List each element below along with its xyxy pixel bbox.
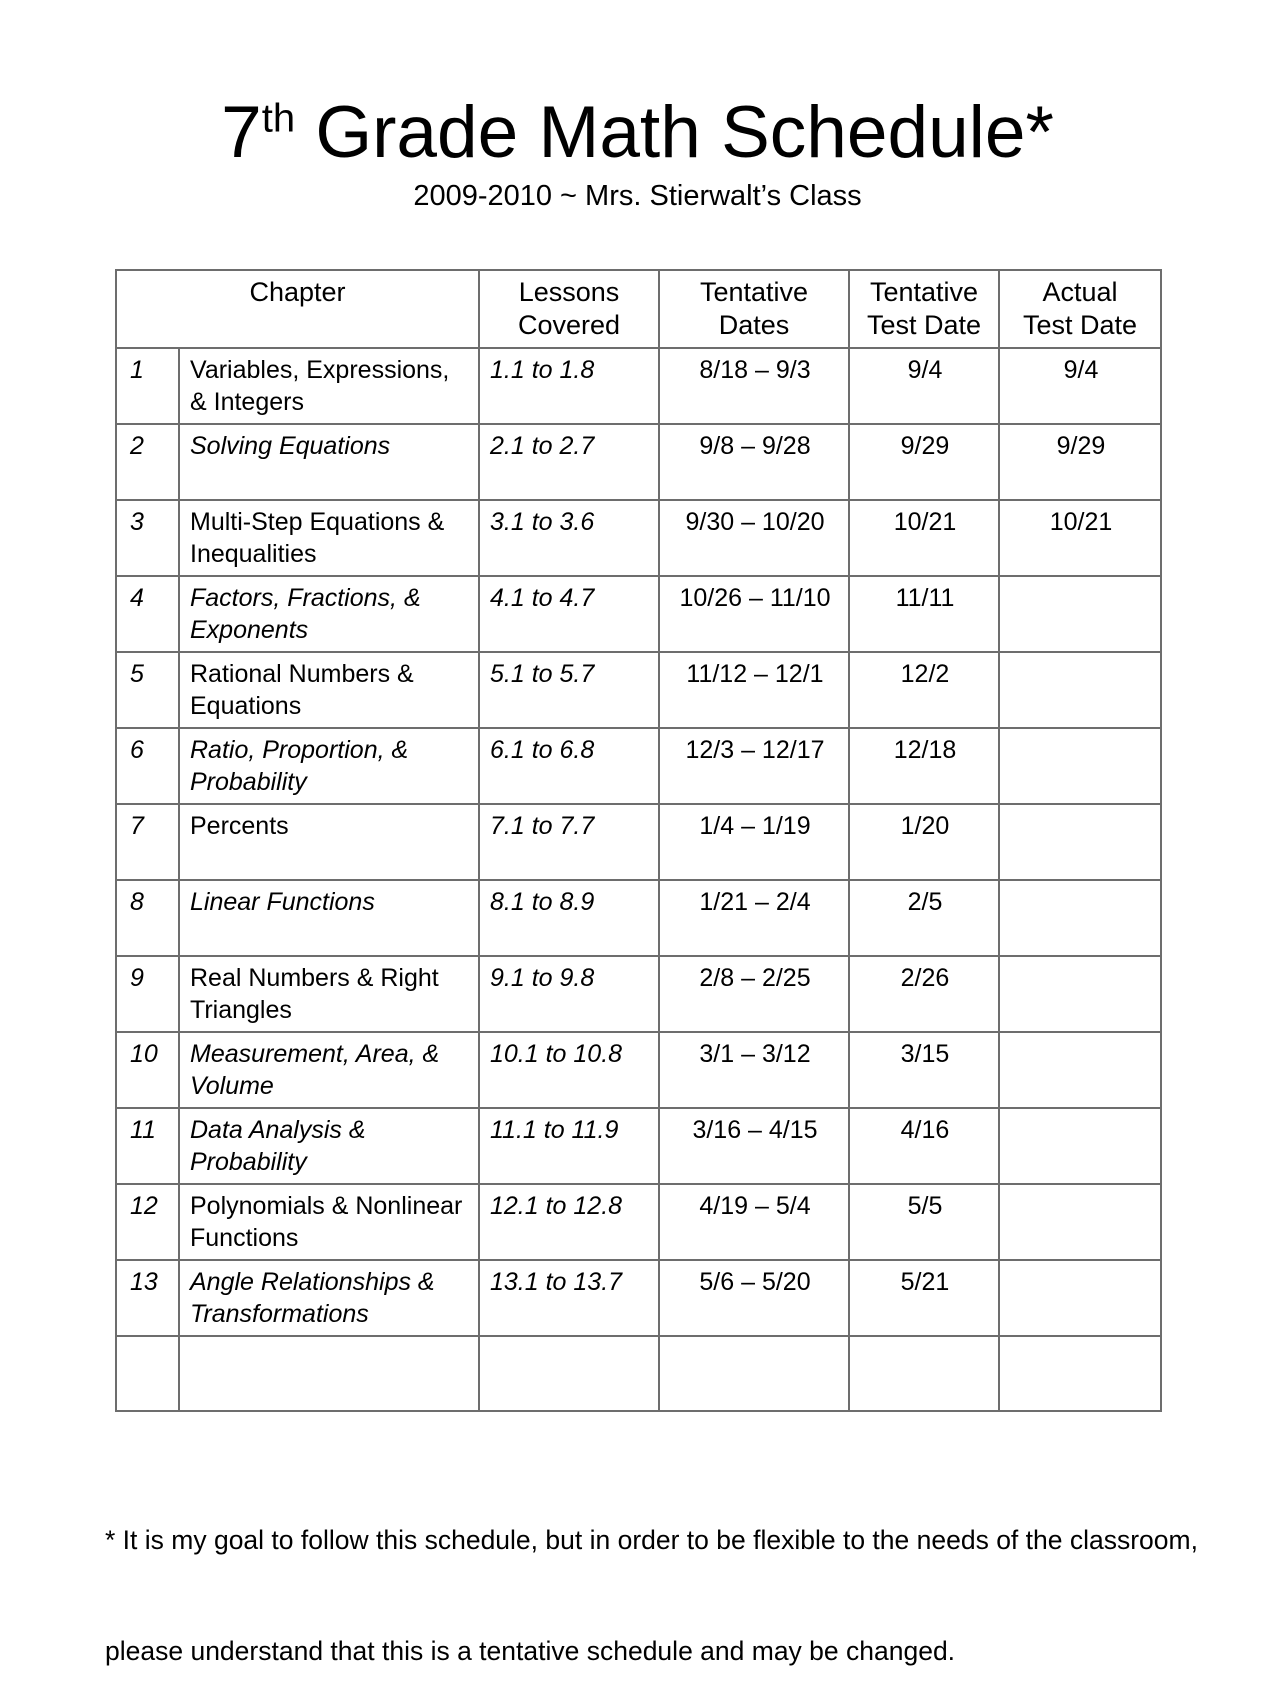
header-chapter: Chapter <box>116 270 479 348</box>
chapter-number-cell: 10 <box>116 1032 179 1108</box>
schedule-table <box>115 269 1162 1412</box>
chapter-number-cell: 8 <box>116 880 179 956</box>
header-line: Dates <box>718 309 790 340</box>
tentative-dates-cell <box>659 1336 849 1411</box>
page-subtitle: 2009-2010 ~ Mrs. Stierwalt’s Class <box>413 179 862 212</box>
footnote-line: * It is my goal to follow this schedule, but in order to be flexible to the needs of the classroom, <box>105 1524 1198 1555</box>
chapter-name-cell: Variables, Expressions, & Integers <box>179 348 479 424</box>
chapter-name-cell: Factors, Fractions, & Exponents <box>179 576 479 652</box>
table-row <box>116 576 1161 652</box>
actual-test-date-cell: 10/21 <box>999 500 1161 576</box>
tentative-dates-cell: 11/12 – 12/1 <box>659 652 849 728</box>
tentative-dates-cell: 1/4 – 1/19 <box>659 804 849 880</box>
tentative-dates-cell: 10/26 – 11/10 <box>659 576 849 652</box>
lessons-covered-cell: 6.1 to 6.8 <box>479 728 659 804</box>
chapter-name-cell: Measurement, Area, & Volume <box>179 1032 479 1108</box>
actual-test-date-cell <box>999 880 1161 956</box>
tentative-dates-cell: 1/21 – 2/4 <box>659 880 849 956</box>
chapter-number-cell: 11 <box>116 1108 179 1184</box>
header-tentative-test-date <box>849 270 999 348</box>
chapter-number-cell: 6 <box>116 728 179 804</box>
lessons-covered-cell: 12.1 to 12.8 <box>479 1184 659 1260</box>
lessons-covered-cell: 4.1 to 4.7 <box>479 576 659 652</box>
schedule-table-body <box>116 348 1161 1411</box>
table-row <box>116 880 1161 956</box>
lessons-covered-cell: 10.1 to 10.8 <box>479 1032 659 1108</box>
table-row <box>116 1260 1161 1336</box>
title-number: 7 <box>221 92 262 173</box>
actual-test-date-cell <box>999 1336 1161 1411</box>
page-title <box>0 0 1275 174</box>
chapter-name-cell: Multi-Step Equations & Inequalities <box>179 500 479 576</box>
tentative-dates-cell: 12/3 – 12/17 <box>659 728 849 804</box>
chapter-name-cell: Solving Equations <box>179 424 479 500</box>
header-lessons-covered <box>479 270 659 348</box>
chapter-name-cell: Rational Numbers & Equations <box>179 652 479 728</box>
schedule-table-header <box>116 270 1161 348</box>
chapter-name-cell <box>179 1336 479 1411</box>
table-row <box>116 1108 1161 1184</box>
chapter-number-cell: 7 <box>116 804 179 880</box>
table-row <box>116 424 1161 500</box>
table-row <box>116 1184 1161 1260</box>
tentative-test-date-cell: 5/5 <box>849 1184 999 1260</box>
actual-test-date-cell <box>999 576 1161 652</box>
chapter-number-cell: 1 <box>116 348 179 424</box>
table-row <box>116 500 1161 576</box>
title-ordinal-superscript: th <box>261 96 296 141</box>
tentative-test-date-cell: 12/2 <box>849 652 999 728</box>
header-line: Tentative <box>869 276 979 307</box>
header-line: Test Date <box>866 309 982 340</box>
chapter-name-cell: Angle Relationships & Transformations <box>179 1260 479 1336</box>
table-row <box>116 728 1161 804</box>
lessons-covered-cell: 1.1 to 1.8 <box>479 348 659 424</box>
chapter-name-cell: Percents <box>179 804 479 880</box>
actual-test-date-cell <box>999 1108 1161 1184</box>
header-tentative-dates <box>659 270 849 348</box>
tentative-test-date-cell: 4/16 <box>849 1108 999 1184</box>
actual-test-date-cell <box>999 1260 1161 1336</box>
chapter-number-cell: 4 <box>116 576 179 652</box>
chapter-number-cell: 12 <box>116 1184 179 1260</box>
chapter-name-cell: Polynomials & Nonlinear Functions <box>179 1184 479 1260</box>
lessons-covered-cell: 8.1 to 8.9 <box>479 880 659 956</box>
tentative-test-date-cell: 2/26 <box>849 956 999 1032</box>
chapter-number-cell: 5 <box>116 652 179 728</box>
chapter-name-cell: Ratio, Proportion, & Probability <box>179 728 479 804</box>
chapter-number-cell: 3 <box>116 500 179 576</box>
table-row <box>116 1032 1161 1108</box>
chapter-number-cell: 2 <box>116 424 179 500</box>
tentative-test-date-cell: 2/5 <box>849 880 999 956</box>
actual-test-date-cell <box>999 1032 1161 1108</box>
actual-test-date-cell <box>999 956 1161 1032</box>
lessons-covered-cell: 7.1 to 7.7 <box>479 804 659 880</box>
header-line: Actual <box>1042 276 1118 307</box>
lessons-covered-cell: 11.1 to 11.9 <box>479 1108 659 1184</box>
tentative-test-date-cell: 3/15 <box>849 1032 999 1108</box>
footnote-line: please understand that this is a tentative schedule and may be changed. <box>105 1635 956 1666</box>
header-line: Covered <box>517 309 621 340</box>
tentative-test-date-cell: 9/4 <box>849 348 999 424</box>
header-line: Test Date <box>1022 309 1138 340</box>
tentative-dates-cell: 4/19 – 5/4 <box>659 1184 849 1260</box>
tentative-test-date-cell: 10/21 <box>849 500 999 576</box>
chapter-number-cell: 13 <box>116 1260 179 1336</box>
tentative-dates-cell: 3/16 – 4/15 <box>659 1108 849 1184</box>
actual-test-date-cell: 9/29 <box>999 424 1161 500</box>
lessons-covered-cell: 3.1 to 3.6 <box>479 500 659 576</box>
title-text: Grade Math Schedule* <box>295 92 1054 173</box>
table-row <box>116 956 1161 1032</box>
lessons-covered-cell: 13.1 to 13.7 <box>479 1260 659 1336</box>
chapter-name-cell: Data Analysis & Probability <box>179 1108 479 1184</box>
actual-test-date-cell <box>999 804 1161 880</box>
tentative-test-date-cell: 9/29 <box>849 424 999 500</box>
tentative-test-date-cell: 1/20 <box>849 804 999 880</box>
header-line: Lessons <box>518 276 620 307</box>
chapter-name-cell: Real Numbers & Right Triangles <box>179 956 479 1032</box>
tentative-test-date-cell: 11/11 <box>849 576 999 652</box>
actual-test-date-cell <box>999 652 1161 728</box>
actual-test-date-cell <box>999 1184 1161 1260</box>
tentative-dates-cell: 8/18 – 9/3 <box>659 348 849 424</box>
header-actual-test-date <box>999 270 1161 348</box>
chapter-number-cell: 9 <box>116 956 179 1032</box>
tentative-dates-cell: 5/6 – 5/20 <box>659 1260 849 1336</box>
lessons-covered-cell: 9.1 to 9.8 <box>479 956 659 1032</box>
header-row <box>116 270 1161 348</box>
lessons-covered-cell: 5.1 to 5.7 <box>479 652 659 728</box>
actual-test-date-cell: 9/4 <box>999 348 1161 424</box>
tentative-dates-cell: 2/8 – 2/25 <box>659 956 849 1032</box>
footnote <box>105 1448 1198 1707</box>
chapter-number-cell <box>116 1336 179 1411</box>
header-line: Tentative <box>699 276 809 307</box>
lessons-covered-cell: 2.1 to 2.7 <box>479 424 659 500</box>
tentative-test-date-cell: 5/21 <box>849 1260 999 1336</box>
tentative-dates-cell: 3/1 – 3/12 <box>659 1032 849 1108</box>
chapter-name-cell: Linear Functions <box>179 880 479 956</box>
table-row <box>116 652 1161 728</box>
actual-test-date-cell <box>999 728 1161 804</box>
table-row <box>116 348 1161 424</box>
tentative-test-date-cell <box>849 1336 999 1411</box>
tentative-dates-cell: 9/8 – 9/28 <box>659 424 849 500</box>
empty-row <box>116 1336 1161 1411</box>
table-row <box>116 804 1161 880</box>
tentative-dates-cell: 9/30 – 10/20 <box>659 500 849 576</box>
lessons-covered-cell <box>479 1336 659 1411</box>
tentative-test-date-cell: 12/18 <box>849 728 999 804</box>
